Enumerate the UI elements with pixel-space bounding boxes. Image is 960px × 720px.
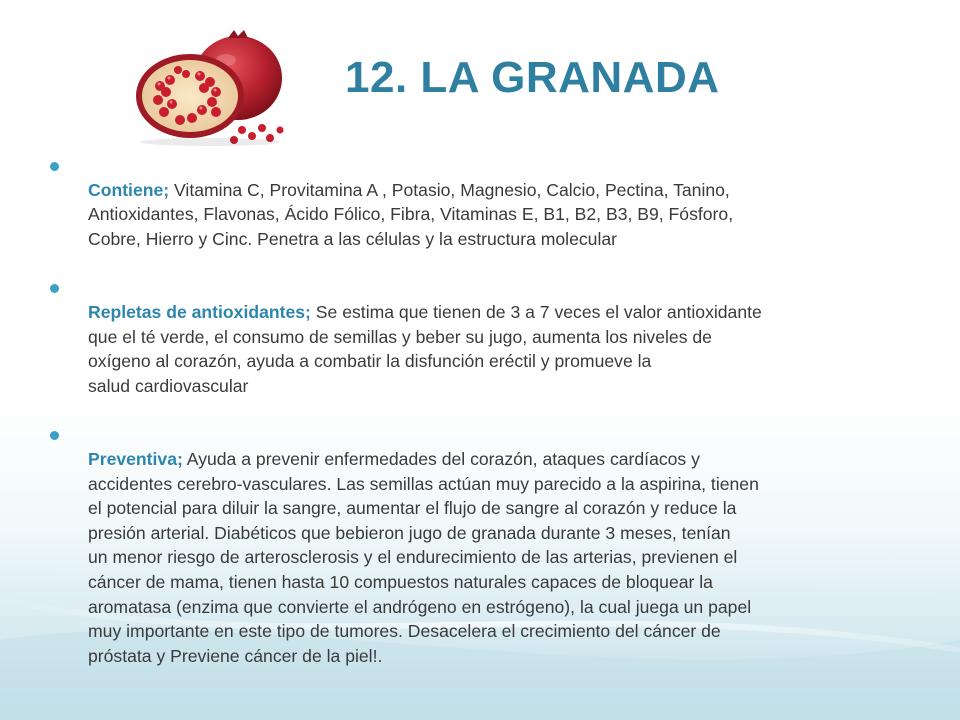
bullet-icon	[50, 284, 59, 293]
list-item	[44, 422, 916, 668]
bullet-list	[44, 153, 916, 668]
bullet-term: Preventiva;	[88, 448, 183, 469]
bullet-term: Repletas de antioxidantes;	[88, 301, 311, 322]
bullet-text: Ayuda a prevenir enfermedades del corazón, ataques cardíacos y accidentes cerebro-vasculares. Las semillas actúan muy parecido a la aspirina, tienen el potencial para diluir la sangre, aumentar el flujo de sangre al corazón y reduce la presión arterial. Diabéticos que bebieron jugo de granada durante 3 meses, tenían un menor riesgo de arterosclerosis y el endurecimiento de las arterias, previenen el cáncer de mama, tienen hasta 10 compuestos naturales capaces de bloquear la aromatasa (enzima que convierte el andrógeno en estrógeno), la cual juega un papel muy importante en este tipo de tumores. Desacelera el crecimiento del cáncer de próstata y Previene cáncer de la piel!.	[88, 448, 759, 666]
list-item	[44, 275, 916, 398]
bullet-term: Contiene;	[88, 179, 170, 200]
list-item	[44, 153, 916, 251]
pomegranate-image	[130, 30, 295, 148]
bullet-text: Vitamina C, Provitamina A , Potasio, Magnesio, Calcio, Pectina, Tanino, Antioxidantes, Flavonas, Ácido Fólico, Fibra, Vitaminas E, B1, B2, B3, B9, Fósforo, Cobre, Hierro y Cinc. Penetra a las células y la estructura molecular	[88, 179, 734, 249]
bullet-text: Se estima que tienen de 3 a 7 veces el valor antioxidante que el té verde, el consumo de semillas y beber su jugo, aumenta los niveles de oxígeno al corazón, ayuda a combatir la disfunción eréctil y promueve la salud cardiovascular	[88, 301, 762, 396]
bullet-icon	[50, 431, 59, 440]
bullet-icon	[50, 162, 59, 171]
page-title: 12. LA GRANADA	[345, 53, 720, 102]
